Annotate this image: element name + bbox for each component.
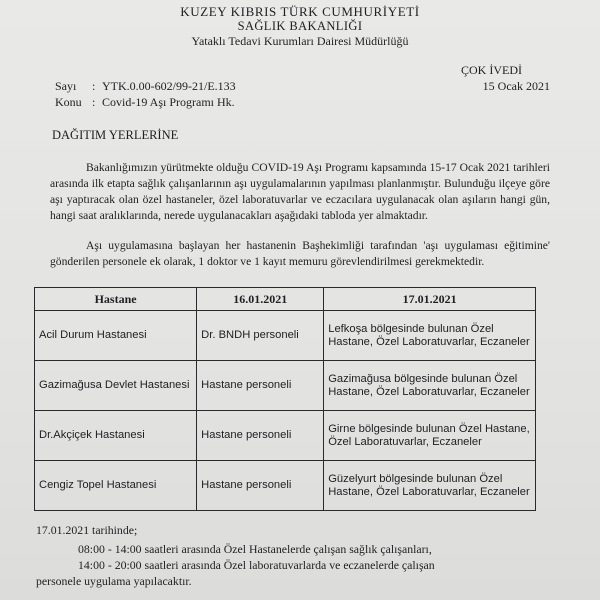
table-cell-day1: Hastane personeli: [197, 411, 324, 461]
table-row: [35, 461, 536, 511]
table-header-row: [35, 288, 536, 311]
schedule-table: [34, 287, 536, 511]
footer-schedule-line-2: 14:00 - 20:00 saatleri arasında Özel laboratuvarlarda ve eczanelerde çalışan: [78, 558, 435, 572]
table-cell-hospital: Cengiz Topel Hastanesi: [35, 461, 197, 511]
table-cell-day2: Lefkoşa bölgesinde bulunan Özel Hastane, Özel Laboratuvarlar, Eczaneler: [324, 311, 536, 361]
urgency-label: ÇOK İVEDİ: [461, 63, 522, 77]
table-cell-day2: Gazimağusa bölgesinde bulunan Özel Hastane, Özel Laboratuvarlar, Eczaneler: [324, 361, 536, 411]
table-cell-day2: Güzelyurt bölgesinde bulunan Özel Hastane, Özel Laboratuvarlar, Eczaneler: [324, 461, 536, 511]
table-cell-hospital: Gazimağusa Devlet Hastanesi: [35, 361, 197, 411]
table-row: [35, 361, 536, 411]
table-cell-day1: Hastane personeli: [197, 461, 324, 511]
header-department: Yataklı Tedavi Kurumları Dairesi Müdürlüğü: [191, 34, 409, 48]
table-cell-day2: Girne bölgesinde bulunan Özel Hastane, Özel Laboratuvarlar, Eczaneler: [324, 411, 536, 461]
footer-date-line: 17.01.2021 tarihinde;: [36, 523, 138, 537]
konu-value: Covid-19 Aşı Programı Hk.: [102, 95, 235, 109]
footer-closing-line: personele uygulama yapılacaktır.: [36, 574, 192, 588]
column-header-day1: 16.01.2021: [197, 288, 324, 311]
column-header-hospital: Hastane: [35, 288, 197, 311]
sayi-label: Sayı: [55, 79, 77, 93]
column-header-day2: 17.01.2021: [324, 288, 536, 311]
table-row: [35, 411, 536, 461]
paragraph-staffing: Aşı uygulamasına başlayan her hastanenin Başhekimliği tarafından 'aşı uygulaması eğitimine' gönderilen personele ek olarak, 1 doktor ve 1 kayıt memuru görevlendirilmesi gerekmektedir.: [50, 239, 550, 268]
paragraph-program: Bakanlığımızın yürütmekte olduğu COVID-19 Aşı Programı kapsamında 15-17 Ocak 2021 tarihleri arasında ilk etapta sağlık çalışanlarının aşı uygulamalarının yapılması planlanmıştır. Bulunduğu ilçeye göre aşı yaptıracak olan özel hastaneler, özel laboratuvarlar ve eczacılara uygulanacak olan aşıların hangi gün, hangi saat aralıklarında, nerede uygulanacakları aşağıdaki tabloda yer almaktadır.: [50, 161, 550, 222]
header-ministry: SAĞLIK BAKANLIĞI: [237, 19, 363, 33]
konu-label: Konu: [55, 95, 82, 109]
table-row: [35, 311, 536, 361]
table-cell-hospital: Acil Durum Hastanesi: [35, 311, 197, 361]
table-cell-day1: Hastane personeli: [197, 361, 324, 411]
table-cell-hospital: Dr.Akçiçek Hastanesi: [35, 411, 197, 461]
konu-colon: :: [92, 95, 96, 109]
distribution-heading: DAĞITIM YERLERİNE: [52, 128, 179, 142]
sayi-value: YTK.0.00-602/99-21/E.133: [102, 79, 236, 93]
footer-schedule-line-1: 08:00 - 14:00 saatleri arasında Özel Hastanelerde çalışan sağlık çalışanları,: [78, 542, 432, 556]
table-cell-day1: Dr. BNDH personeli: [197, 311, 324, 361]
sayi-colon: :: [92, 79, 96, 93]
document-date: 15 Ocak 2021: [482, 79, 550, 93]
header-country: KUZEY KIBRIS TÜRK CUMHURİYETİ: [180, 4, 420, 19]
